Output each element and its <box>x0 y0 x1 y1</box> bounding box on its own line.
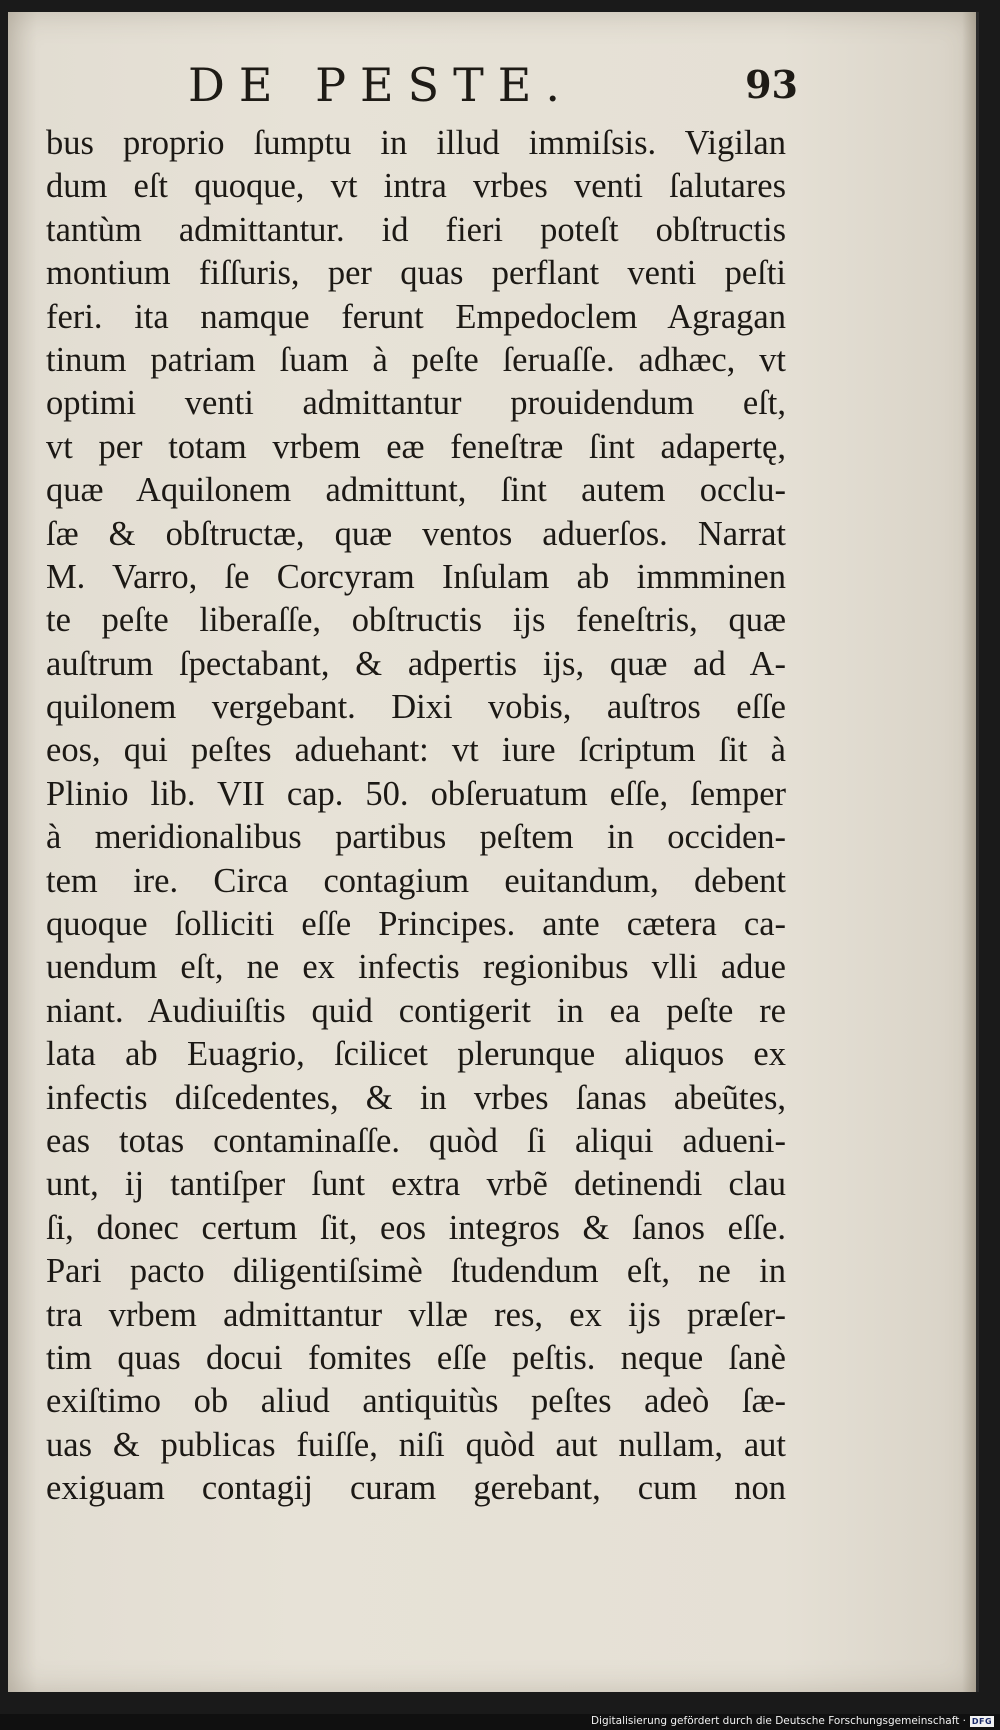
text-line: eas totas contaminaſſe. quòd ſi aliqui adueni- <box>46 1121 786 1160</box>
text-line: tra vrbem admittantur vllæ res, ex ijs præſer- <box>46 1295 786 1334</box>
text-line: uendum eſt, ne ex infectis regionibus vlli adue <box>46 948 786 987</box>
text-line: unt, ij tantiſper ſunt extra vrbẽ detinendi clau <box>46 1165 786 1204</box>
running-title: DE PESTE. <box>188 58 575 112</box>
page-edge-shadow <box>962 12 976 1692</box>
text-line: à meridionalibus partibus peſtem in occiden- <box>46 818 786 857</box>
digitization-credit: Digitalisierung gefördert durch die Deutsche Forschungsgemeinschaft · <box>590 1715 966 1727</box>
text-line: lata ab Euagrio, ſcilicet plerunque aliquos ex <box>46 1035 786 1074</box>
text-line: te peſte liberaſſe, obſtructis ijs feneſtris, quæ <box>46 601 786 640</box>
text-line: feri. ita namque ferunt Empedoclem Agragan <box>46 297 786 336</box>
dfg-logo-icon: DFG <box>971 1717 993 1726</box>
text-line: quæ Aquilonem admittunt, ſint autem occlu- <box>46 471 786 510</box>
running-head <box>8 58 976 118</box>
text-line: quilonem vergebant. Dixi vobis, auſtros eſſe <box>46 688 786 727</box>
text-line: tantùm admittantur. id fieri poteſt obſtructis <box>46 210 786 249</box>
text-line: eos, qui peſtes aduehant: vt iure ſcriptum ſit à <box>46 731 786 770</box>
text-line: Pari pacto diligentiſsimè ſtudendum eſt, ne in <box>46 1252 786 1291</box>
text-line: ſæ & obſtructæ, quæ ventos aduerſos. Narrat <box>46 514 786 553</box>
text-line: tim quas docui fomites eſſe peſtis. neque ſanè <box>46 1338 786 1377</box>
text-line: vt per totam vrbem eæ feneſtræ ſint adapertę, <box>46 427 786 466</box>
text-line: ſi, donec certum ſit, eos integros & ſanos eſſe. <box>46 1208 786 1247</box>
text-line: exiſtimo ob aliud antiquitùs peſtes adeò ſæ- <box>46 1382 786 1421</box>
body-text <box>46 122 786 1511</box>
page-number: 93 <box>745 62 798 107</box>
text-line: tinum patriam ſuam à peſte ſeruaſſe. adhæc, vt <box>46 340 786 379</box>
text-line: Plinio lib. VII cap. 50. obſeruatum eſſe, ſemper <box>46 774 786 813</box>
text-line: quoque ſolliciti eſſe Principes. ante cætera ca- <box>46 905 786 944</box>
text-line: optimi venti admittantur prouidendum eſt, <box>46 384 786 423</box>
text-line: montium fiſſuris, per quas perflant venti peſti <box>46 254 786 293</box>
text-line: uas & publicas fuiſſe, niſi quòd aut nullam, aut <box>46 1425 786 1464</box>
text-line: auſtrum ſpectabant, & adpertis ijs, quæ ad A- <box>46 644 786 683</box>
digitization-credit-bar <box>0 1714 1000 1730</box>
text-line: niant. Audiuiſtis quid contigerit in ea peſte re <box>46 991 786 1030</box>
book-page <box>8 12 979 1692</box>
text-line: exiguam contagij curam gerebant, cum non <box>46 1469 786 1508</box>
text-line: dum eſt quoque, vt intra vrbes venti ſalutares <box>46 167 786 206</box>
text-line: bus proprio ſumptu in illud immiſsis. Vigilan <box>46 124 786 162</box>
text-line: infectis diſcedentes, & in vrbes ſanas abeũtes, <box>46 1078 786 1117</box>
text-line: tem ire. Circa contagium euitandum, debent <box>46 861 786 900</box>
text-line: M. Varro, ſe Corcyram Inſulam ab immminen <box>46 557 786 596</box>
